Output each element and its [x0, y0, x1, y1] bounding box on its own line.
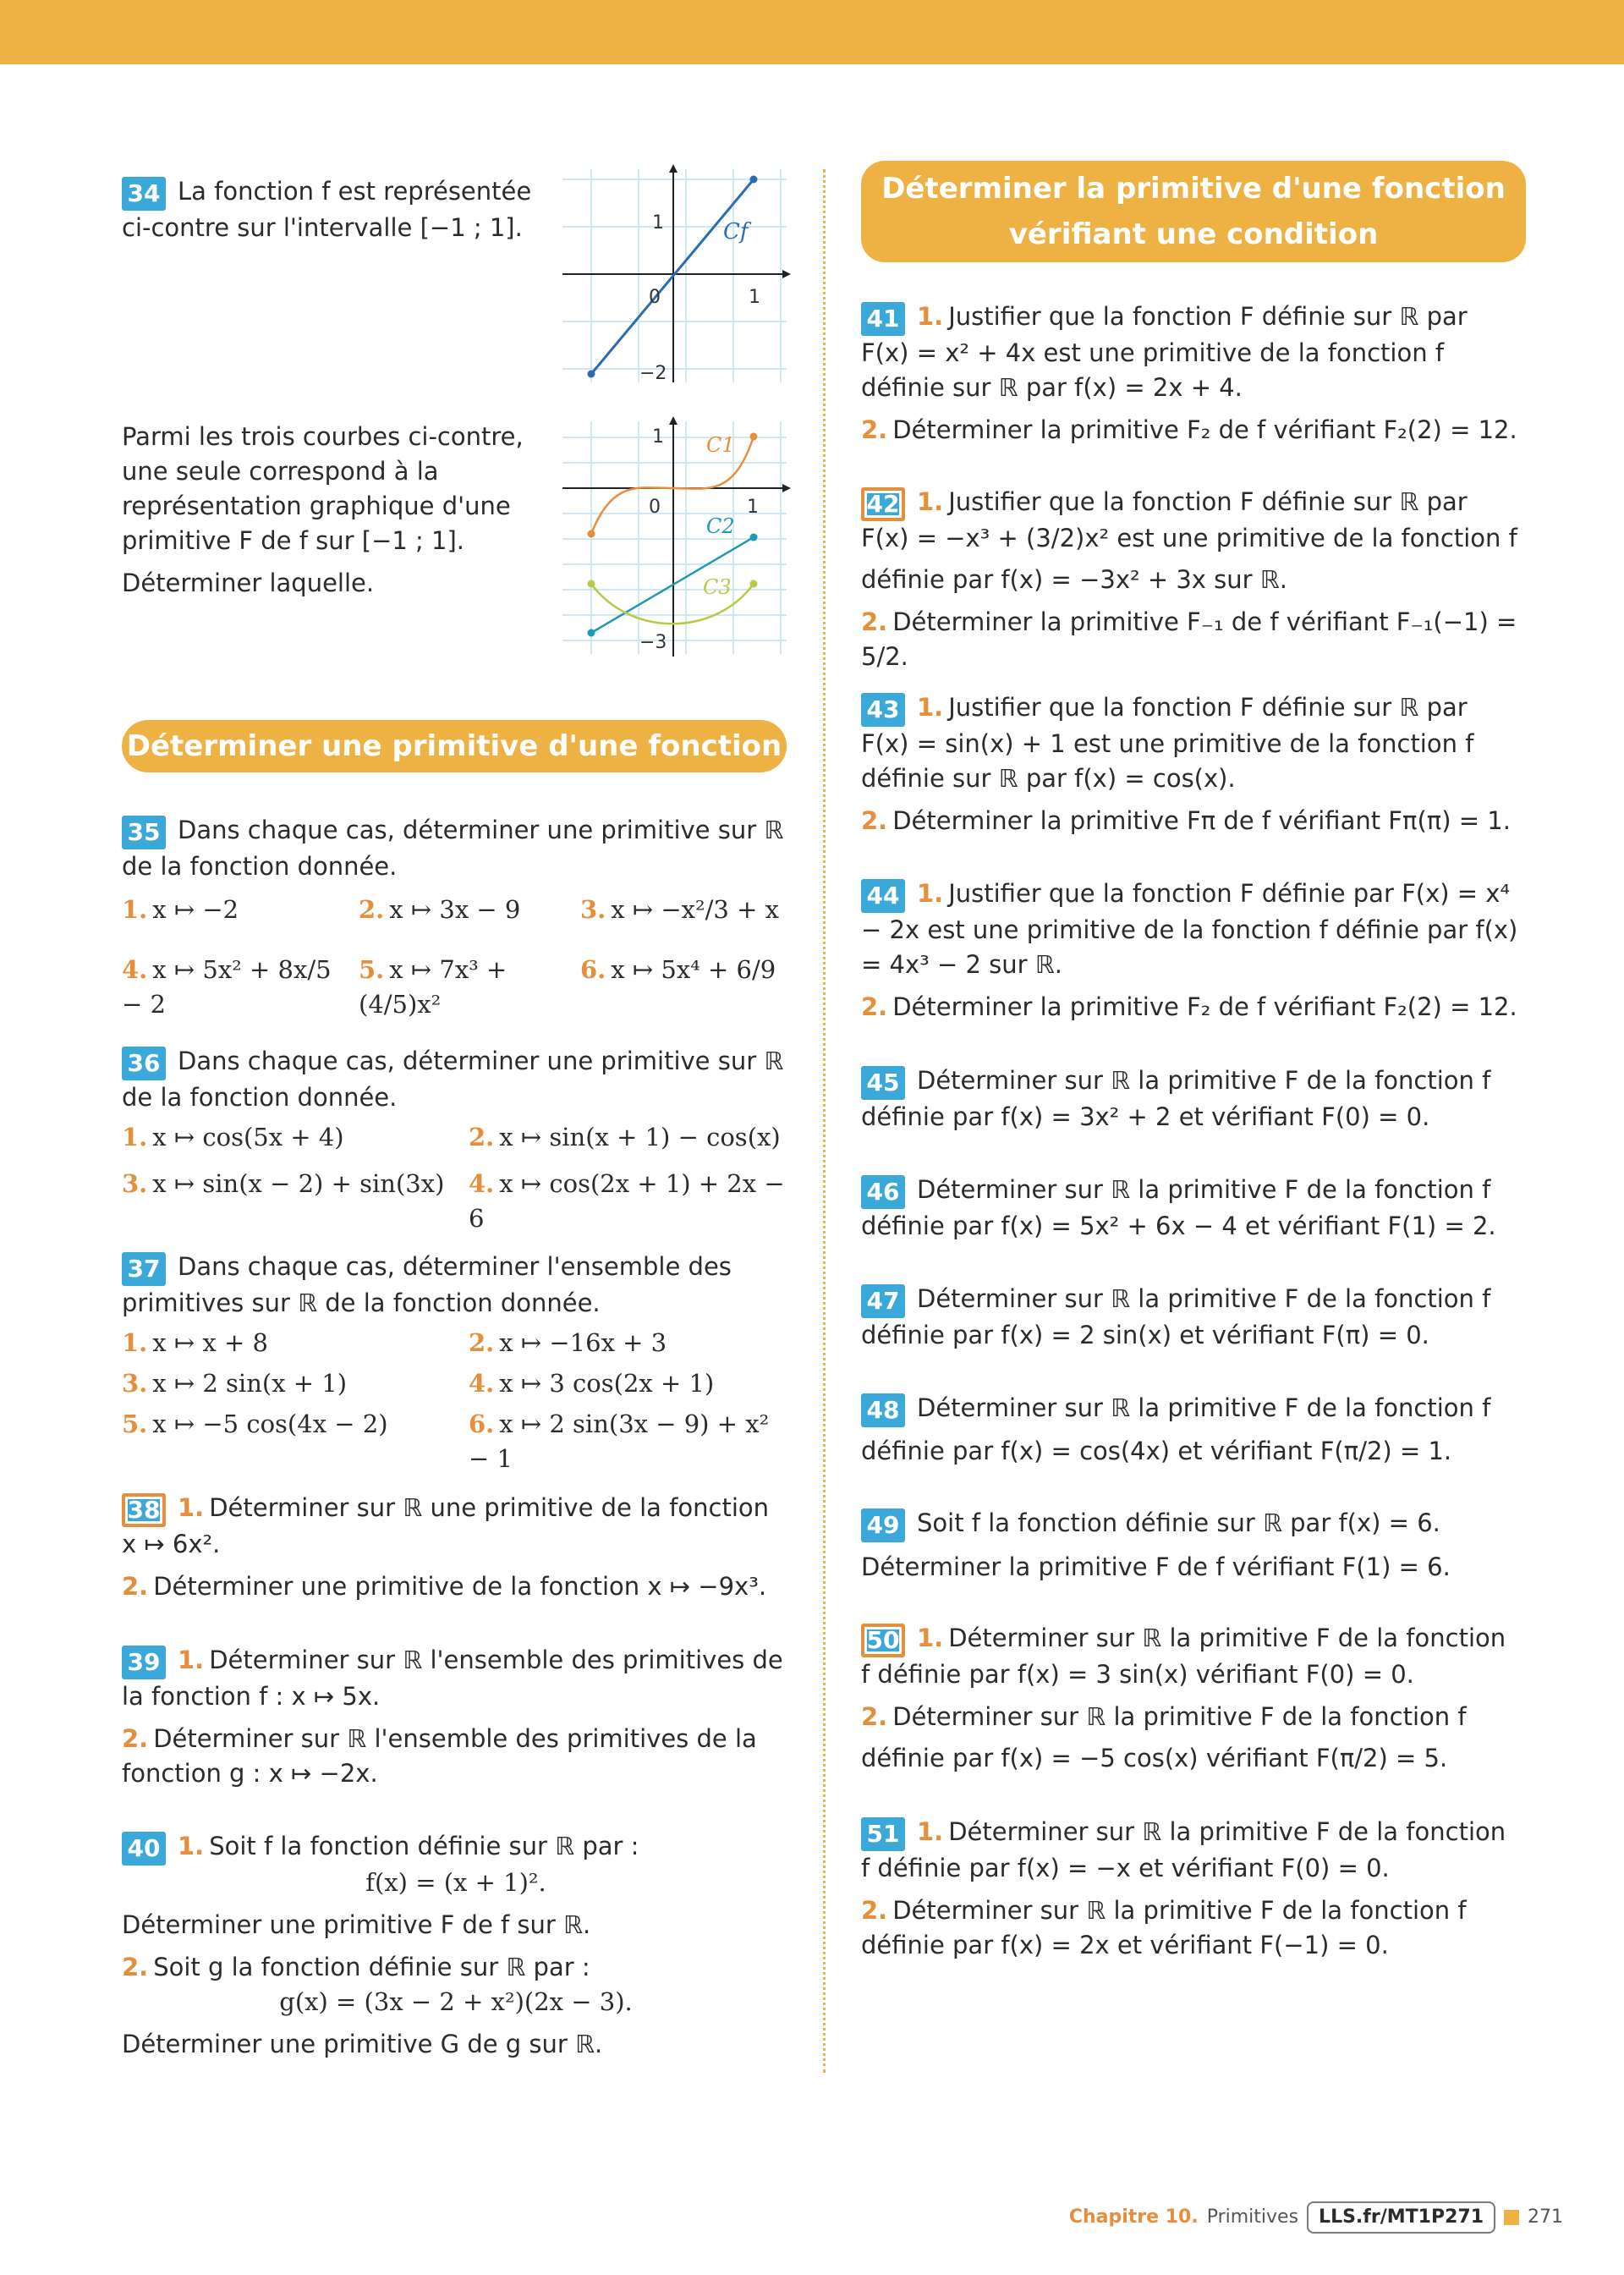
list-item: 1. x ↦ −2: [122, 895, 239, 924]
exercise-text: Déterminer sur ℝ la primitive F de la fonction f: [917, 1393, 1491, 1422]
exercise-text: Déterminer la primitive F₋₁ de f vérifiant F₋₁(−1) = 5/2.: [861, 607, 1517, 671]
exercise-41: 41 1. Justifier que la fonction F définie sur ℝ par F(x) = x² + 4x est une primitive de la fonction f définie sur ℝ par f(x) = 2x + 4. 2. Déterminer la primitive F₂ de f vérifiant F₂(2) = 12.: [861, 302, 1517, 444]
curve-label: C2: [706, 514, 735, 538]
exercise-text: Justifier que la fonction F définie sur ℝ par F(x) = sin(x) + 1 est une primitive de la fonction f définie sur ℝ par f(x) = cos(x).: [861, 693, 1474, 793]
item-grid: [122, 1120, 790, 1236]
exercise-number: 48: [861, 1393, 905, 1427]
section-banner-right: [861, 161, 1526, 262]
tick-label: 1: [652, 212, 664, 234]
exercise-text: Justifier que la fonction F définie sur ℝ par F(x) = x² + 4x est une primitive de la fonction f définie sur ℝ par f(x) = 2x + 4.: [861, 302, 1468, 402]
exercise-text: Déterminer sur ℝ l'ensemble des primitives de la fonction g : x ↦ −2x.: [122, 1724, 757, 1788]
chapter-label: Chapitre 10.: [1068, 2206, 1199, 2228]
item-grid: [122, 1326, 790, 1476]
list-item: 4. x ↦ 3 cos(2x + 1): [469, 1369, 715, 1398]
exercise-46: [861, 1173, 1521, 1244]
top-header-band: [0, 0, 1624, 64]
tick-label: 1: [652, 426, 664, 448]
exercise-text: Déterminer la primitive F de f vérifiant F(1) = 6.: [861, 1552, 1451, 1581]
tick-label: 0: [649, 497, 661, 518]
exercise-text: Déterminer sur ℝ la primitive F de la fonction f définie par f(x) = 5x² + 6x − 4 et vérifiant F(1) = 2.: [861, 1175, 1496, 1240]
exercise-45: [861, 1063, 1521, 1135]
banner-line: Déterminer la primitive d'une fonction: [881, 172, 1506, 206]
tick-label: 1: [747, 497, 759, 518]
exercise-49: [861, 1506, 1521, 1585]
exercise-text: Déterminer une primitive de la fonction x ↦ −9x³.: [153, 1572, 767, 1601]
exercise-text: Parmi les trois courbes ci-contre, une seule correspond à la représentation graphique d'une primitive F de f sur [−1 ; 1].: [122, 422, 524, 555]
banner-line: vérifiant une condition: [1008, 217, 1379, 251]
exercise-number: 39: [122, 1646, 166, 1679]
exercise-34: [122, 174, 536, 245]
tick-label: 1: [749, 287, 760, 308]
exercise-50: 50 1. Déterminer sur ℝ la primitive F de la fonction f définie par f(x) = 3 sin(x) vérifiant F(0) = 0. 2. Déterminer sur ℝ la primitive F de la fonction f définie par f(x) = −5 cos(x) vérifiant F(π/2) = 5.: [861, 1621, 1521, 1776]
exercise-42: 42 1. Justifier que la fonction F définie sur ℝ par F(x) = −x³ + (3/2)x² est une primitive de la fonction f définie par f(x) = −3x² + 3x sur ℝ. 2. Déterminer la primitive F₋₁ de f vérifiant F₋₁(−1) = 5/2.: [861, 485, 1521, 674]
exercise-text: Déterminer une primitive F de f sur ℝ.: [122, 1910, 591, 1939]
list-item: 3. x ↦ −x²/3 + x: [580, 895, 779, 924]
list-item: 1. x ↦ x + 8: [122, 1328, 268, 1357]
curve-label: Cf: [723, 219, 749, 245]
exercise-43: 43 1. Justifier que la fonction F définie sur ℝ par F(x) = sin(x) + 1 est une primitive de la fonction f définie sur ℝ par f(x) = cos(x). 2. Déterminer la primitive Fπ de f vérifiant Fπ(π) = 1.: [861, 693, 1511, 835]
exercise-text: Justifier que la fonction F définie par F(x) = x⁴ − 2x est une primitive de la fonction f définie par f(x) = 4x³ − 2 sur ℝ.: [861, 879, 1518, 979]
exercise-34-part2: [122, 420, 536, 601]
exercise-text: définie par f(x) = −5 cos(x) vérifiant F(π/2) = 5.: [861, 1744, 1448, 1772]
exercise-text: Dans chaque cas, déterminer une primitive sur ℝ de la fonction donnée.: [122, 816, 784, 881]
exercise-text: Déterminer sur ℝ la primitive F de la fonction f définie par f(x) = 2x et vérifiant F(−1) = 0.: [861, 1896, 1467, 1959]
formula: g(x) = (3x − 2 + x²)(2x − 3).: [279, 1987, 633, 2016]
exercise-text: Soit f la fonction définie sur ℝ par f(x) = 6.: [917, 1508, 1440, 1537]
tick-label: 0: [649, 287, 661, 308]
exercise-number: 40: [122, 1832, 166, 1866]
list-item: 5. x ↦ −5 cos(4x − 2): [122, 1410, 388, 1438]
list-item: 2. x ↦ 3x − 9: [359, 895, 521, 924]
list-item: 3. x ↦ 2 sin(x + 1): [122, 1369, 348, 1398]
item-grid: [122, 893, 790, 1022]
exercise-number: 51: [861, 1817, 905, 1851]
exercise-text: définie par f(x) = cos(4x) et vérifiant F(π/2) = 1.: [861, 1437, 1452, 1465]
exercise-text: Dans chaque cas, déterminer une primitive sur ℝ de la fonction donnée.: [122, 1047, 784, 1112]
tick-label: −2: [639, 363, 667, 384]
exercise-text: Déterminer une primitive G de g sur ℝ.: [122, 2030, 603, 2058]
list-item: 2. x ↦ sin(x + 1) − cos(x): [469, 1123, 781, 1151]
exercise-48: [861, 1391, 1521, 1469]
exercise-number: 47: [861, 1284, 905, 1318]
list-item: 6. x ↦ 5x⁴ + 6/9: [580, 955, 776, 984]
list-item: 3. x ↦ sin(x − 2) + sin(3x): [122, 1169, 445, 1198]
list-item: 4. x ↦ 5x² + 8x/5 − 2: [122, 955, 332, 1019]
exercise-text: Déterminer sur ℝ la primitive F de la fonction f définie par f(x) = 3 sin(x) vérifiant F(0) = 0.: [861, 1624, 1506, 1689]
exercise-text: Déterminer sur ℝ la primitive F de la fonction f définie par f(x) = −x et vérifiant F(0) = 0.: [861, 1817, 1506, 1882]
exercise-text: Justifier que la fonction F définie sur ℝ par F(x) = −x³ + (3/2)x² est une primitive de la fonction f: [861, 487, 1517, 552]
exercise-text: Déterminer sur ℝ une primitive de la fonction x ↦ 6x².: [122, 1493, 769, 1558]
formula: f(x) = (x + 1)².: [365, 1868, 546, 1897]
exercise-number: 42: [861, 487, 905, 521]
column-divider: [823, 169, 826, 2073]
exercise-number: 41: [861, 302, 905, 336]
exercise-35: [122, 813, 790, 1022]
page-footer: [1069, 2201, 1563, 2234]
exercise-47: [861, 1282, 1521, 1353]
exercise-number: 36: [122, 1047, 166, 1080]
exercise-text: Soit g la fonction définie sur ℝ par :: [153, 1953, 590, 1981]
chapter-title: Primitives: [1206, 2206, 1299, 2228]
resource-link[interactable]: LLS.fr/MT1P271: [1307, 2201, 1495, 2234]
exercise-40: 40 1. Soit f la fonction définie sur ℝ par : f(x) = (x + 1)². Déterminer une primitive F de f sur ℝ. 2. Soit g la fonction définie sur ℝ par : g(x) = (3x − 2 + x²)(2x − 3). Déterminer une primitive G de g sur ℝ.: [122, 1829, 790, 2062]
exercise-number: 49: [861, 1508, 905, 1542]
exercise-number: 34: [122, 177, 166, 211]
tick-label: −3: [639, 632, 667, 653]
list-item: 1. x ↦ cos(5x + 4): [122, 1123, 344, 1151]
list-item: 4. x ↦ cos(2x + 1) + 2x − 6: [469, 1169, 785, 1233]
exercise-number: 50: [861, 1624, 905, 1657]
exercise-number: 38: [122, 1493, 166, 1527]
exercise-36: [122, 1044, 790, 1236]
section-banner: Déterminer une primitive d'une fonction: [122, 720, 787, 772]
exercise-text: Déterminer la primitive F₂ de f vérifiant F₂(2) = 12.: [892, 415, 1517, 444]
exercise-number: 37: [122, 1252, 166, 1286]
exercise-text: Déterminer sur ℝ l'ensemble des primitives de la fonction f : x ↦ 5x.: [122, 1646, 783, 1711]
list-item: 6. x ↦ 2 sin(3x − 9) + x² − 1: [469, 1410, 770, 1473]
exercise-text: Soit f la fonction définie sur ℝ par :: [209, 1832, 639, 1860]
exercise-number: 44: [861, 879, 905, 913]
exercise-number: 43: [861, 693, 905, 727]
exercise-number: 35: [122, 816, 166, 849]
exercise-text: La fonction f est représentée ci-contre sur l'intervalle [−1 ; 1].: [122, 177, 532, 242]
exercise-38: 38 1. Déterminer sur ℝ une primitive de la fonction x ↦ 6x². 2. Déterminer une primitive de la fonction x ↦ −9x³.: [122, 1493, 769, 1601]
list-item: 5. x ↦ 7x³ + (4/5)x²: [359, 955, 508, 1019]
exercise-text: Déterminer sur ℝ la primitive F de la fonction f: [892, 1702, 1467, 1731]
exercise-number: 45: [861, 1066, 905, 1100]
exercise-39: 39 1. Déterminer sur ℝ l'ensemble des primitives de la fonction f : x ↦ 5x. 2. Déterminer sur ℝ l'ensemble des primitives de la fonction g : x ↦ −2x.: [122, 1646, 783, 1788]
square-icon: [1504, 2210, 1519, 2225]
exercise-44: 44 1. Justifier que la fonction F définie par F(x) = x⁴ − 2x est une primitive de la fonction f définie par f(x) = 4x³ − 2 sur ℝ. 2. Déterminer la primitive F₂ de f vérifiant F₂(2) = 12.: [861, 879, 1518, 1021]
exercise-text: définie par f(x) = −3x² + 3x sur ℝ.: [861, 565, 1287, 594]
exercise-text: Déterminer sur ℝ la primitive F de la fonction f définie par f(x) = 3x² + 2 et vérifiant F(0) = 0.: [861, 1066, 1491, 1131]
exercise-text: Déterminer laquelle.: [122, 569, 375, 597]
list-item: 2. x ↦ −16x + 3: [469, 1328, 667, 1357]
page-number: 271: [1528, 2206, 1563, 2228]
exercise-text: Déterminer sur ℝ la primitive F de la fonction f définie par f(x) = 2 sin(x) et vérifiant F(π) = 0.: [861, 1284, 1491, 1349]
exercise-51: 51 1. Déterminer sur ℝ la primitive F de la fonction f définie par f(x) = −x et vérifiant F(0) = 0. 2. Déterminer sur ℝ la primitive F de la fonction f définie par f(x) = 2x et vérifiant F(−1) = 0.: [861, 1817, 1506, 1959]
exercise-text: Dans chaque cas, déterminer l'ensemble des primitives sur ℝ de la fonction donnée.: [122, 1252, 732, 1317]
exercise-37: [122, 1250, 790, 1476]
exercise-text: Déterminer la primitive Fπ de f vérifiant Fπ(π) = 1.: [892, 806, 1511, 835]
exercise-text: Déterminer la primitive F₂ de f vérifiant F₂(2) = 12.: [892, 992, 1517, 1021]
curve-label: C3: [703, 575, 732, 599]
exercise-number: 46: [861, 1175, 905, 1209]
graph-f: [554, 161, 791, 389]
graph-primitives: [554, 413, 791, 658]
curve-label: C1: [706, 433, 735, 457]
